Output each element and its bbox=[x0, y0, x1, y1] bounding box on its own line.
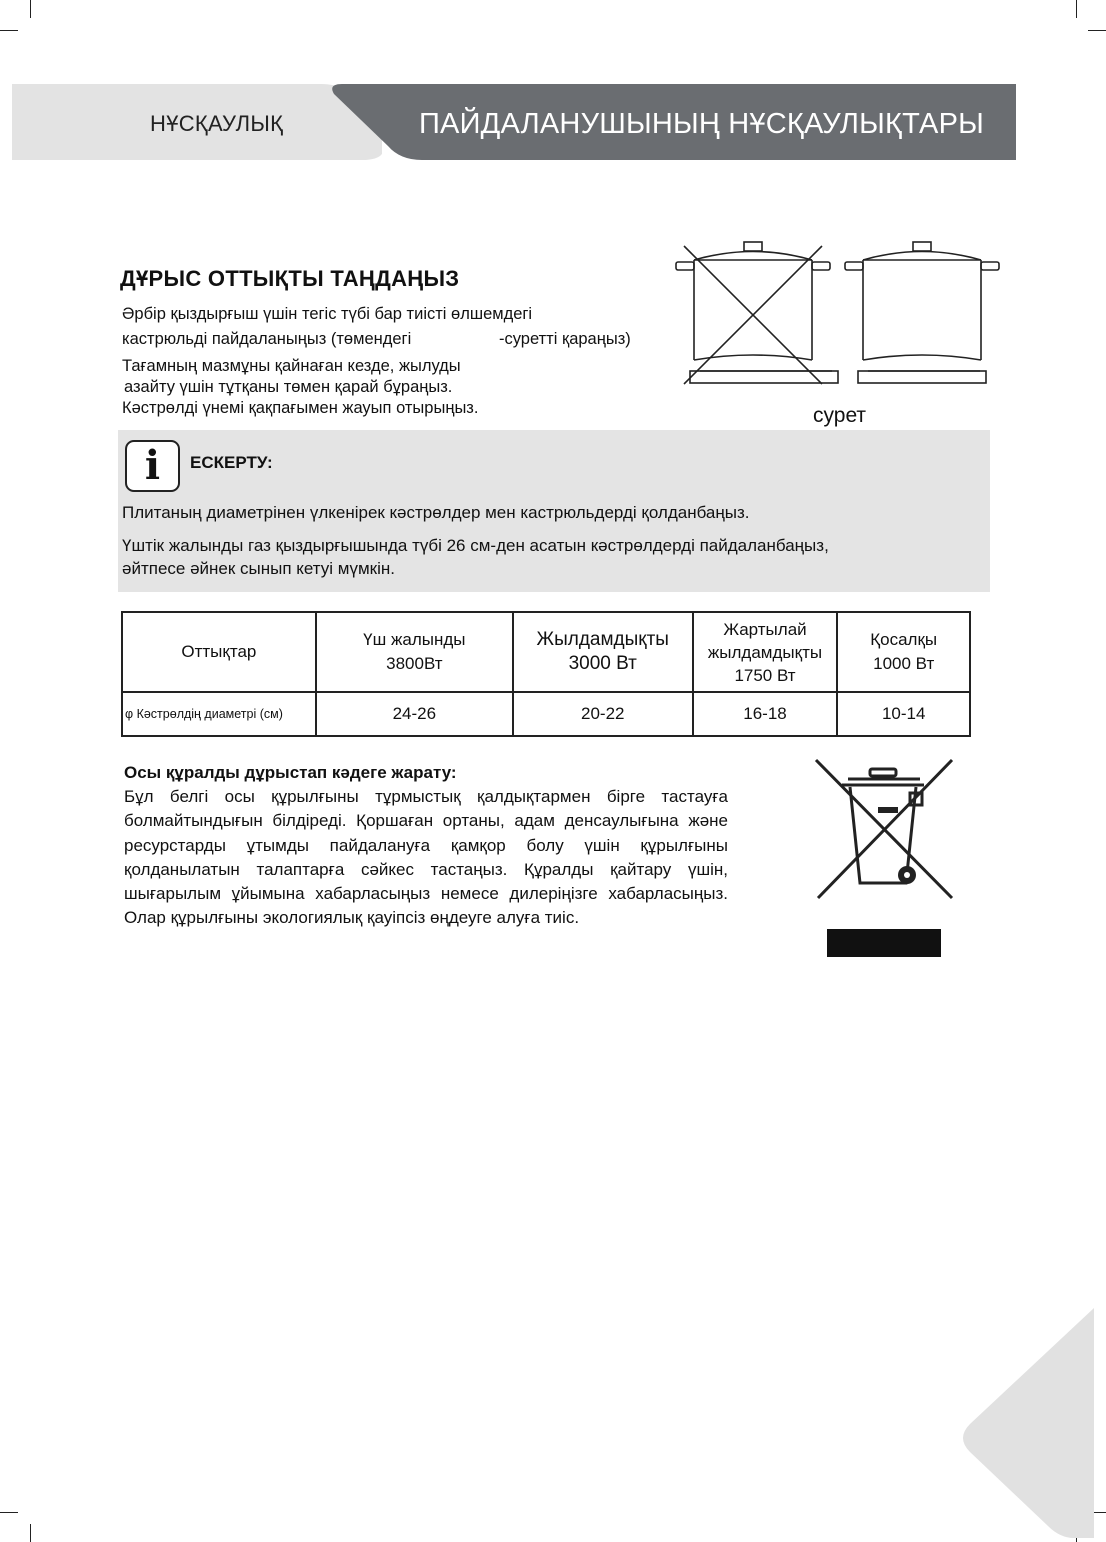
value-triple-flame: 24-26 bbox=[316, 692, 513, 736]
header-rapid: Жылдамдықты bbox=[536, 629, 669, 650]
disposal-text: Бұл белгі осы құрылғыны тұрмыстық қалдықтармен бірге тастауға болмайтындығын білдіреді. Қоршаған ортаны, адам денсаулығына және ресурстарды ұтымды пайдалануға қамқор болу үшін құрылғыны қолданылатын талаптарға сәйкес тастаңыз. Құралды қайтару үшін, шығарылым ұйымына хабарласыңыз немесе дилеріңізге хабарласыңыз. Олар құрылғыны экологиялық қауіпсіз өңдеуге алуға тиіс. bbox=[124, 787, 728, 928]
value-auxiliary: 10-14 bbox=[837, 692, 970, 736]
table-row bbox=[122, 692, 970, 736]
table-header-cell bbox=[513, 612, 693, 692]
crop-mark bbox=[1088, 30, 1106, 31]
header-auxiliary: Қосалқы bbox=[870, 630, 938, 649]
black-bar bbox=[827, 929, 941, 957]
correct-pot-icon bbox=[845, 242, 999, 383]
header-semi-rapid-power: 1750 Вт bbox=[734, 665, 796, 685]
row-label: φ Кәстрөлдің диаметрі (см) bbox=[122, 692, 316, 736]
burner-table bbox=[121, 611, 971, 737]
table-header-cell bbox=[693, 612, 838, 692]
table-header-cell bbox=[316, 612, 513, 692]
value-rapid: 20-22 bbox=[513, 692, 693, 736]
disposal-title: Осы құралды дұрыстап кәдеге жарату: bbox=[124, 763, 457, 782]
crop-mark bbox=[0, 30, 18, 31]
section-line-2b: -суретті қараңыз) bbox=[499, 330, 631, 348]
crop-mark bbox=[0, 1512, 18, 1513]
pot-comparison-figure bbox=[672, 238, 1002, 393]
header-rapid-power: 3000 Вт bbox=[568, 653, 637, 674]
section-line-2a: кастрюльді пайдаланыңыз (төмендегі bbox=[122, 330, 412, 348]
value-semi-rapid: 16-18 bbox=[693, 692, 838, 736]
section-title: ДҰРЫС ОТТЫҚТЫ ТАҢДАҢЫЗ bbox=[120, 266, 460, 291]
crop-mark bbox=[30, 0, 31, 18]
warning-text-2b: әйтпесе әйнек сынып кетуі мүмкін. bbox=[122, 559, 395, 578]
header-title: ПАЙДАЛАНУШЫНЫҢ НҰСҚАУЛЫҚТАРЫ bbox=[419, 108, 984, 140]
header-triple-flame: Үш жалынды bbox=[363, 630, 466, 649]
crop-mark bbox=[30, 1524, 31, 1542]
header-left-label: НҰСҚАУЛЫҚ bbox=[150, 111, 284, 136]
warning-text-1: Плитаның диаметрінен үлкенірек кәстрөлдер мен кастрюльдерді қолданбаңыз. bbox=[122, 503, 750, 522]
section-line-4: азайту үшін тұтқаны төмен қарай бұраңыз. bbox=[124, 378, 453, 396]
table-header-cell bbox=[122, 612, 316, 692]
header-burners: Оттықтар bbox=[181, 642, 257, 661]
section-line-1: Әрбір қыздырғыш үшін тегіс түбі бар тиісті өлшемдегі bbox=[122, 305, 533, 323]
incorrect-pot-icon bbox=[676, 242, 838, 384]
header-semi-rapid-2: жылдамдықты bbox=[707, 642, 823, 662]
table-header-row bbox=[122, 612, 970, 692]
section-line-5: Кәстрөлді үнемі қақпағымен жауып отырыңыз. bbox=[122, 399, 479, 417]
corner-decoration bbox=[960, 1308, 1100, 1538]
section-line-3: Тағамның мазмұны қайнаған кезде, жылуды bbox=[122, 357, 461, 375]
info-icon-glyph: i bbox=[144, 442, 161, 489]
header-auxiliary-power: 1000 Вт bbox=[873, 654, 935, 673]
figure-caption: сурет bbox=[813, 404, 867, 427]
header-semi-rapid: Жартылай bbox=[723, 619, 807, 639]
crop-mark bbox=[1076, 0, 1077, 18]
table-header-cell bbox=[837, 612, 970, 692]
crossed-out-wheelie-bin-icon bbox=[812, 757, 958, 903]
header-triple-flame-power: 3800Вт bbox=[386, 654, 443, 673]
warning-text-2a: Үштік жалынды газ қыздырғышында түбі 26 см-ден асатын кәстрөлдерді пайдаланбаңыз, bbox=[122, 536, 829, 555]
warning-title: ЕСКЕРТУ: bbox=[190, 453, 273, 472]
info-icon bbox=[125, 440, 180, 492]
